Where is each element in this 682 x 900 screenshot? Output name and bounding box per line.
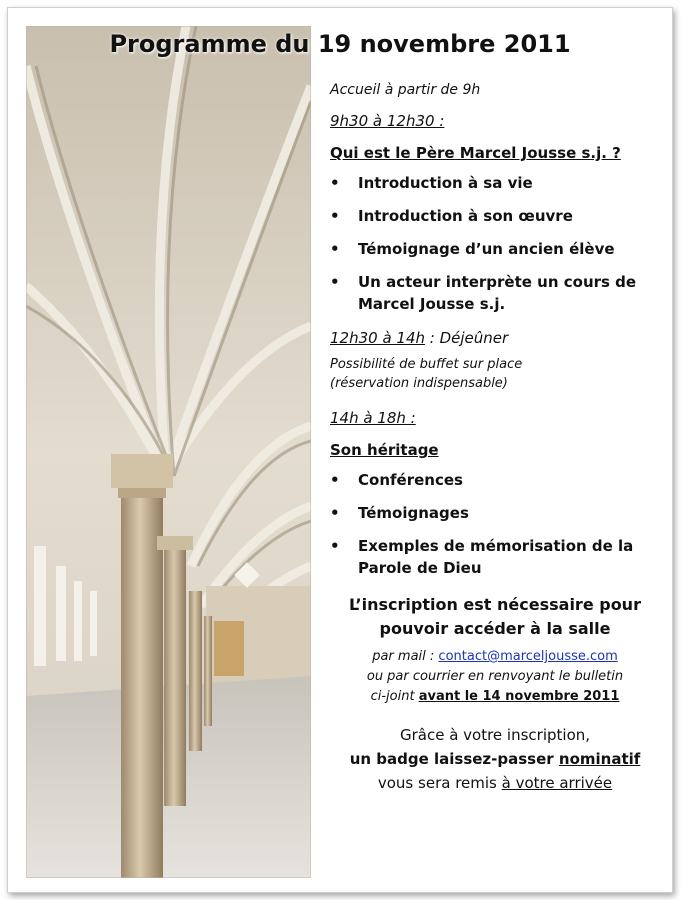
email-link[interactable]: contact@marceljousse.com — [438, 649, 618, 664]
badge-nominatif: nominatif — [558, 750, 641, 768]
badge-arrival: à votre arrivée — [501, 774, 613, 792]
morning-time: 9h30 à 12h30 : — [330, 112, 445, 130]
list-item: • Témoignage d’un ancien élève — [330, 238, 660, 260]
list-item: • Un acteur interprète un cours de Marcel Jousse s.j. — [330, 271, 660, 315]
inscription-line1: L’inscription est nécessaire pour — [349, 595, 641, 614]
afternoon-time: 14h à 18h : — [330, 409, 416, 427]
badge-prefix: un badge laissez-passer — [349, 750, 559, 768]
list-item: • Introduction à sa vie — [330, 172, 660, 194]
inscription-notice — [330, 593, 660, 641]
morning-list — [330, 172, 660, 315]
lunch-line — [330, 329, 660, 347]
afternoon-list — [330, 469, 660, 579]
accueil-text: Accueil à partir de 9h — [330, 82, 481, 98]
courrier-prefix: ci-joint — [370, 689, 419, 704]
flyer-page — [7, 7, 673, 893]
list-item: • Introduction à son œuvre — [330, 205, 660, 227]
courrier-line1: ou par courrier en renvoyant le bulletin — [366, 669, 624, 684]
lunch-note-line2: (réservation indispensable) — [330, 376, 508, 391]
inscription-block — [330, 593, 660, 795]
lunch-label: Déjeûner — [439, 329, 509, 347]
courrier-line2 — [330, 687, 660, 707]
deadline-text: avant le 14 novembre 2011 — [418, 689, 620, 704]
list-item: • Conférences — [330, 469, 660, 491]
badge-line2 — [330, 747, 660, 771]
badge-line1: Grâce à votre inscription, — [399, 726, 591, 744]
badge-line3-prefix: vous sera remis — [377, 774, 502, 792]
badge-line3 — [330, 771, 660, 795]
programme-content — [330, 82, 660, 795]
mail-prefix: par mail : — [372, 649, 439, 664]
lunch-note-line1: Possibilité de buffet sur place — [330, 357, 523, 372]
cloister-photo — [26, 26, 311, 878]
lunch-time: 12h30 à 14h — [330, 329, 426, 347]
lunch-separator: : — [425, 329, 440, 347]
list-item: • Témoignages — [330, 502, 660, 524]
lunch-note — [330, 355, 660, 393]
inscription-line2: pouvoir accéder à la salle — [379, 619, 611, 638]
afternoon-heading: Son héritage — [330, 441, 439, 459]
morning-heading: Qui est le Père Marcel Jousse s.j. ? — [330, 144, 621, 162]
page-title: Programme du 19 novembre 2011 — [109, 30, 571, 58]
mail-line — [330, 647, 660, 667]
list-item: • Exemples de mémorisation de la Parole de Dieu — [330, 535, 660, 579]
